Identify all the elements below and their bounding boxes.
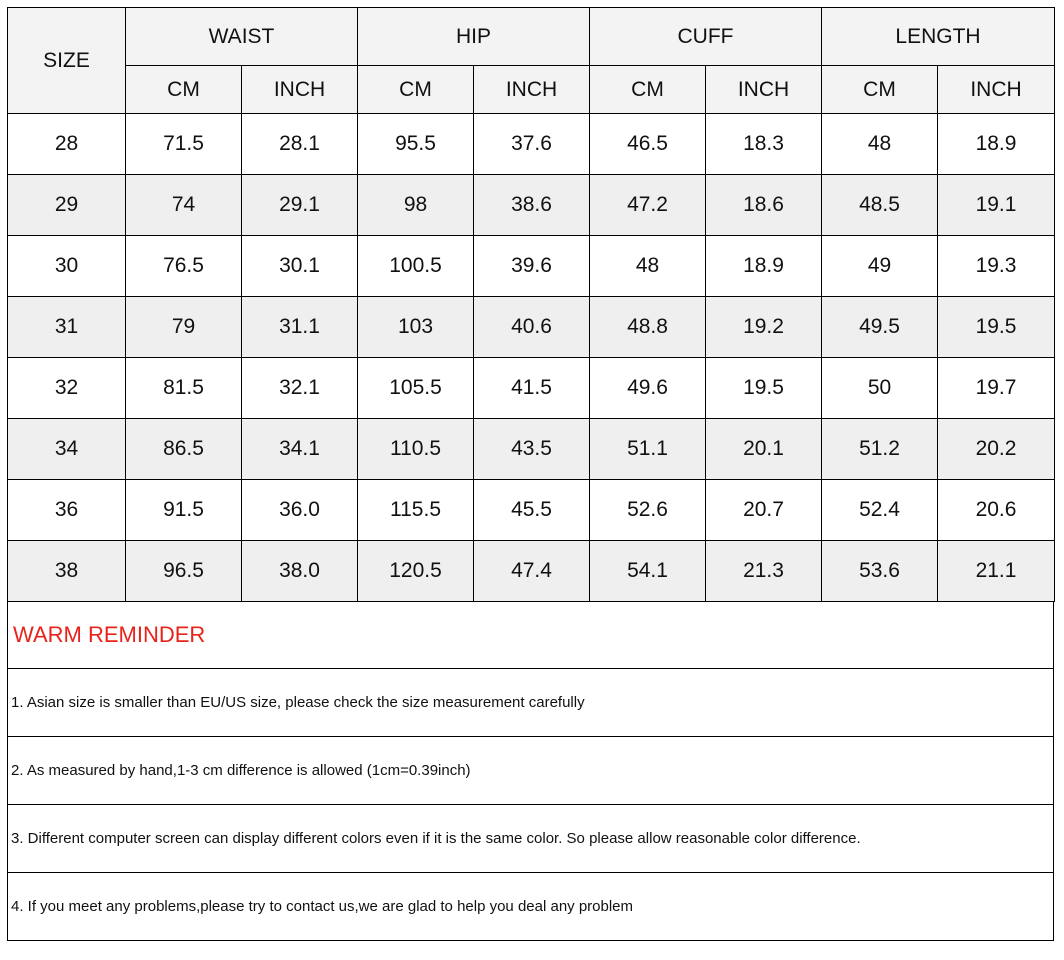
- cell-hip-cm: 95.5: [358, 114, 474, 175]
- cell-length-cm: 49.5: [822, 297, 938, 358]
- cell-length-inch: 19.7: [938, 358, 1055, 419]
- cell-size: 32: [8, 358, 126, 419]
- cell-waist-inch: 29.1: [242, 175, 358, 236]
- unit-header: INCH: [706, 66, 822, 114]
- cell-cuff-cm: 48: [590, 236, 706, 297]
- waist-header: WAIST: [126, 8, 358, 66]
- table-row: [8, 480, 1055, 541]
- hip-header: HIP: [358, 8, 590, 66]
- cell-waist-cm: 71.5: [126, 114, 242, 175]
- cell-waist-inch: 30.1: [242, 236, 358, 297]
- cell-hip-cm: 105.5: [358, 358, 474, 419]
- reminder-note: 2. As measured by hand,1-3 cm difference is allowed (1cm=0.39inch): [8, 737, 1053, 805]
- cell-waist-inch: 28.1: [242, 114, 358, 175]
- cell-cuff-cm: 54.1: [590, 541, 706, 602]
- cell-length-cm: 51.2: [822, 419, 938, 480]
- cell-hip-cm: 110.5: [358, 419, 474, 480]
- cell-hip-inch: 43.5: [474, 419, 590, 480]
- cell-cuff-inch: 18.9: [706, 236, 822, 297]
- cell-length-inch: 20.2: [938, 419, 1055, 480]
- cell-cuff-inch: 20.1: [706, 419, 822, 480]
- table-row: [8, 358, 1055, 419]
- cell-hip-inch: 40.6: [474, 297, 590, 358]
- cell-waist-inch: 32.1: [242, 358, 358, 419]
- cell-hip-cm: 103: [358, 297, 474, 358]
- size-table-body: [8, 114, 1055, 602]
- cell-size: 28: [8, 114, 126, 175]
- table-row: [8, 236, 1055, 297]
- cell-hip-cm: 100.5: [358, 236, 474, 297]
- unit-header: CM: [126, 66, 242, 114]
- cell-length-inch: 19.3: [938, 236, 1055, 297]
- cell-length-cm: 48.5: [822, 175, 938, 236]
- size-header: SIZE: [8, 8, 126, 114]
- size-chart: [7, 7, 1054, 941]
- cell-hip-cm: 98: [358, 175, 474, 236]
- cell-cuff-cm: 48.8: [590, 297, 706, 358]
- warm-reminder: [7, 602, 1054, 941]
- cell-waist-cm: 91.5: [126, 480, 242, 541]
- cell-hip-inch: 37.6: [474, 114, 590, 175]
- cell-size: 31: [8, 297, 126, 358]
- unit-header: INCH: [938, 66, 1055, 114]
- cell-waist-cm: 74: [126, 175, 242, 236]
- cell-cuff-cm: 46.5: [590, 114, 706, 175]
- table-row: [8, 419, 1055, 480]
- cell-cuff-inch: 18.3: [706, 114, 822, 175]
- cell-length-cm: 50: [822, 358, 938, 419]
- cell-length-inch: 19.5: [938, 297, 1055, 358]
- cell-cuff-inch: 19.2: [706, 297, 822, 358]
- header-unit-row: [8, 66, 1055, 114]
- cell-hip-inch: 47.4: [474, 541, 590, 602]
- cell-hip-inch: 45.5: [474, 480, 590, 541]
- cell-size: 36: [8, 480, 126, 541]
- reminder-title: WARM REMINDER: [8, 602, 1053, 669]
- cell-waist-cm: 81.5: [126, 358, 242, 419]
- cell-waist-inch: 38.0: [242, 541, 358, 602]
- table-row: [8, 297, 1055, 358]
- cell-cuff-cm: 52.6: [590, 480, 706, 541]
- reminder-note: 4. If you meet any problems,please try to contact us,we are glad to help you deal any problem: [11, 898, 634, 915]
- cell-length-cm: 49: [822, 236, 938, 297]
- cell-hip-cm: 120.5: [358, 541, 474, 602]
- table-row: [8, 175, 1055, 236]
- cell-waist-cm: 96.5: [126, 541, 242, 602]
- cell-length-cm: 48: [822, 114, 938, 175]
- cell-size: 30: [8, 236, 126, 297]
- cell-length-cm: 53.6: [822, 541, 938, 602]
- cell-length-inch: 19.1: [938, 175, 1055, 236]
- reminder-note: 3. Different computer screen can display different colors even if it is the same color. So please allow reasonable color difference.: [8, 805, 1053, 873]
- cell-waist-cm: 79: [126, 297, 242, 358]
- cell-hip-inch: 39.6: [474, 236, 590, 297]
- cell-length-cm: 52.4: [822, 480, 938, 541]
- cell-cuff-cm: 49.6: [590, 358, 706, 419]
- table-row: [8, 114, 1055, 175]
- cell-waist-inch: 31.1: [242, 297, 358, 358]
- size-table: [7, 7, 1055, 602]
- cell-length-inch: 20.6: [938, 480, 1055, 541]
- cell-hip-inch: 41.5: [474, 358, 590, 419]
- length-header: LENGTH: [822, 8, 1055, 66]
- unit-header: CM: [358, 66, 474, 114]
- unit-header: INCH: [474, 66, 590, 114]
- cell-waist-cm: 86.5: [126, 419, 242, 480]
- cell-cuff-inch: 18.6: [706, 175, 822, 236]
- cell-size: 29: [8, 175, 126, 236]
- cell-hip-cm: 115.5: [358, 480, 474, 541]
- cell-cuff-cm: 47.2: [590, 175, 706, 236]
- table-row: [8, 541, 1055, 602]
- cell-waist-cm: 76.5: [126, 236, 242, 297]
- unit-header: INCH: [242, 66, 358, 114]
- cell-cuff-cm: 51.1: [590, 419, 706, 480]
- reminder-note: 1. Asian size is smaller than EU/US size, please check the size measurement carefully: [8, 669, 1053, 737]
- cell-cuff-inch: 20.7: [706, 480, 822, 541]
- cell-length-inch: 18.9: [938, 114, 1055, 175]
- unit-header: CM: [590, 66, 706, 114]
- cuff-header: CUFF: [590, 8, 822, 66]
- cell-cuff-inch: 19.5: [706, 358, 822, 419]
- cell-cuff-inch: 21.3: [706, 541, 822, 602]
- cell-waist-inch: 36.0: [242, 480, 358, 541]
- unit-header: CM: [822, 66, 938, 114]
- cell-waist-inch: 34.1: [242, 419, 358, 480]
- cell-hip-inch: 38.6: [474, 175, 590, 236]
- cell-size: 38: [8, 541, 126, 602]
- cell-size: 34: [8, 419, 126, 480]
- cell-length-inch: 21.1: [938, 541, 1055, 602]
- header-group-row: [8, 8, 1055, 66]
